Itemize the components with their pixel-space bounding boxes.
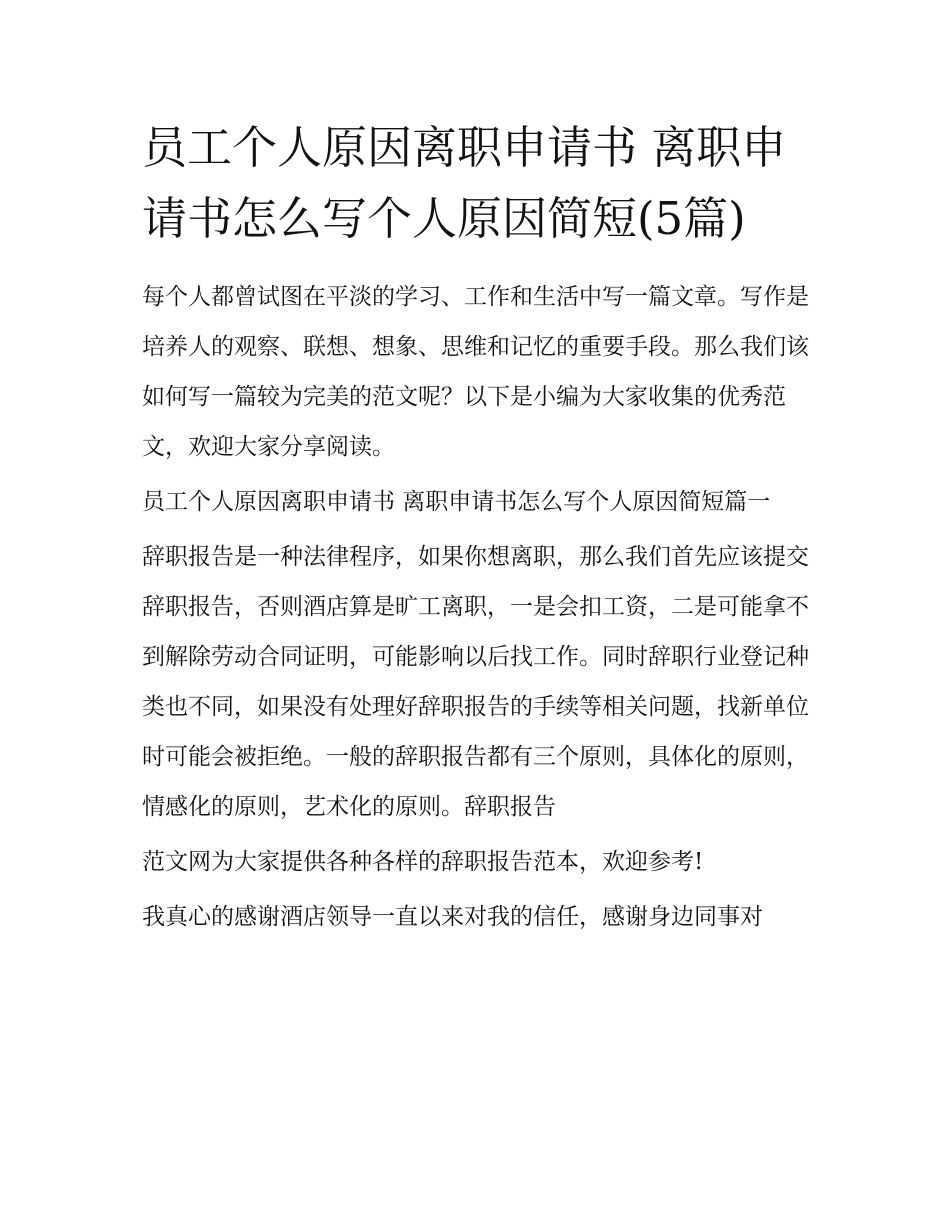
document-title: 员工个人原因离职申请书 离职申请书怎么写个人原因简短(5篇): [142, 121, 787, 245]
body-paragraph-2: 范文网为大家提供各种各样的辞职报告范本，欢迎参考!: [142, 849, 704, 875]
intro-paragraph: 每个人都曾试图在平淡的学习、工作和生活中写一篇文章。写作是培养人的观察、联想、想象、思维和记忆的重要手段。那么我们该如何写一篇较为完美的范文呢？以下是小编为大家收集的优秀范文，欢迎大家分享阅读。: [142, 284, 809, 460]
section-heading: 员工个人原因离职申请书 离职申请书怎么写个人原因简短篇一: [142, 489, 771, 515]
body-paragraph-1: 辞职报告是一种法律程序，如果你想离职，那么我们首先应该提交辞职报告，否则酒店算是旷工离职，一是会扣工资，二是可能拿不到解除劳动合同证明，可能影响以后找工作。同时辞职行业登记种类也不同，如果没有处理好辞职报告的手续等相关问题，找新单位时可能会被拒绝。一般的辞职报告都有三个原则，具体化的原则，情感化的原则，艺术化的原则。辞职报告: [142, 544, 809, 820]
document-content: [142, 112, 814, 942]
body-paragraph-3: 我真心的感谢酒店领导一直以来对我的信任，感谢身边同事对: [142, 904, 763, 930]
